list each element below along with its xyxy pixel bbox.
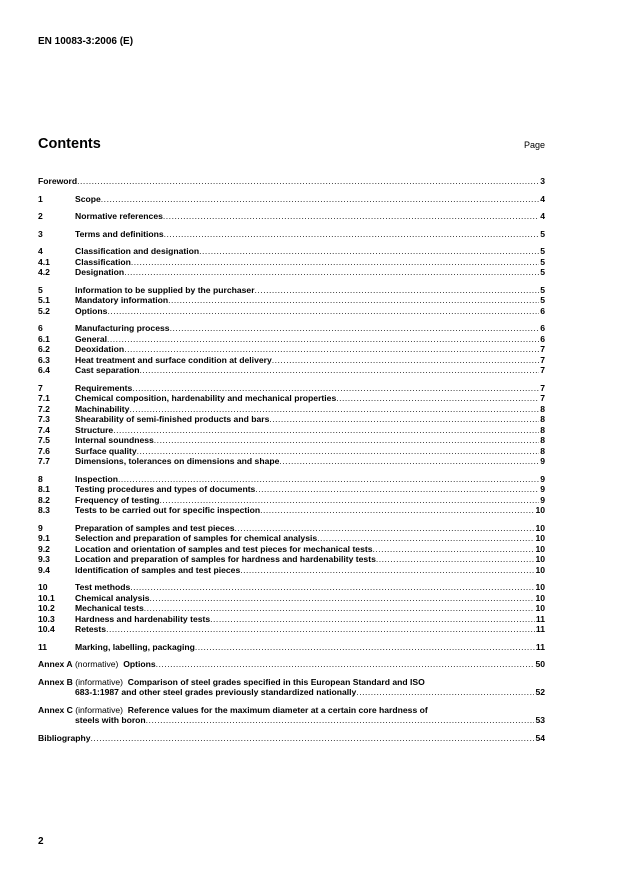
toc-entry-page: 10 [535, 505, 545, 515]
toc-entry-title: Deoxidation [75, 344, 125, 354]
toc-entry-number: 6.3 [38, 354, 50, 365]
toc-entry-number: 7.2 [38, 403, 50, 414]
toc-entry-title: Test methods [75, 582, 131, 592]
toc-entry[interactable] [38, 533, 545, 544]
toc-entry-title: Requirements [75, 382, 133, 393]
dot-leader [272, 355, 539, 366]
dot-leader [235, 523, 535, 534]
toc-entry-title: Classification [75, 256, 131, 267]
toc-entry-page: 7 [540, 365, 545, 375]
toc-entry-number: 1 [38, 193, 43, 204]
toc-entry[interactable] [38, 565, 545, 576]
dot-leader [144, 603, 535, 614]
toc-entry-title: Information to be supplied by the purchaser [75, 284, 255, 295]
toc-entry-title: Location and orientation of samples and test pieces for mechanical tests [75, 543, 373, 554]
toc-spacer [38, 698, 545, 705]
toc-entry-page: 10 [535, 554, 545, 564]
toc-entry-title: Scope [75, 193, 101, 204]
toc-entry-page: 7 [540, 354, 545, 365]
toc-entry-title: General [75, 333, 108, 344]
annex-kind: (normative) [74, 659, 119, 669]
toc-entry-number: 7.6 [38, 445, 50, 456]
toc-entry-page: 5 [540, 284, 545, 295]
toc-entry-number: 2 [38, 211, 43, 221]
toc-entry-page: 9 [540, 456, 545, 466]
toc-entry[interactable] [38, 484, 545, 495]
annex-title: Reference values for the maximum diameter at a certain core hardness of [127, 704, 428, 715]
toc-spacer [38, 278, 545, 285]
dot-leader [139, 365, 539, 376]
toc-entry-title: Mechanical tests [75, 603, 144, 613]
toc-entry[interactable] [38, 474, 545, 485]
annex-entry-line [38, 705, 545, 716]
toc-spacer [38, 376, 545, 383]
toc-entry[interactable] [38, 229, 545, 240]
toc-entry-page: 8 [540, 403, 545, 414]
toc-entry-number: 8 [38, 473, 43, 484]
dot-leader [118, 474, 539, 485]
toc-entry[interactable] [38, 456, 545, 467]
toc-entry-number: 7.4 [38, 424, 50, 435]
toc-entry-title: Options [75, 305, 108, 316]
annex-entry-line [38, 715, 545, 726]
page-number: 2 [38, 836, 44, 847]
annex-page: 52 [535, 687, 545, 697]
toc-entry-page: 10 [535, 582, 545, 592]
toc-entry[interactable] [38, 446, 545, 457]
annex-entry-line [38, 687, 545, 698]
toc-entry-page: 10 [535, 543, 545, 554]
annex-page: 50 [535, 659, 545, 669]
annex-label: Annex A [38, 659, 73, 669]
toc-entry-number: 7.3 [38, 414, 50, 424]
dot-leader [131, 257, 539, 268]
toc-entry-number: 5 [38, 284, 43, 295]
dot-leader [373, 544, 535, 555]
toc-entry-title: Designation [75, 267, 125, 277]
toc-entry[interactable] [38, 603, 545, 614]
toc-entry-page: 8 [540, 424, 545, 435]
toc-entry-page: 10 [535, 592, 545, 603]
toc-entry-number: 7.7 [38, 456, 50, 466]
dot-leader [107, 306, 539, 317]
dot-leader [210, 614, 535, 625]
annex-page: 53 [535, 715, 545, 725]
table-of-contents [38, 176, 545, 743]
toc-entry-title: Classification and designation [75, 246, 200, 256]
toc-entry-page: 7 [540, 344, 545, 354]
toc-entry[interactable] [38, 267, 545, 278]
toc-entry-number: 9 [38, 522, 43, 533]
toc-entry[interactable] [38, 404, 545, 415]
toc-spacer [38, 204, 545, 211]
toc-entry-number: 9.1 [38, 533, 50, 543]
page-column-label: Page [523, 140, 545, 150]
dot-leader [129, 404, 539, 415]
toc-entry-page: 11 [535, 641, 545, 652]
toc-entry-number: 10.2 [38, 603, 55, 613]
toc-entry[interactable] [38, 306, 545, 317]
toc-entry-number: 10.4 [38, 624, 55, 634]
toc-spacer [38, 467, 545, 474]
dot-leader [240, 565, 534, 576]
toc-entry-page: 6 [540, 333, 545, 344]
toc-entry-number: 8.2 [38, 494, 50, 505]
toc-entry[interactable] [38, 365, 545, 376]
toc-entry[interactable] [38, 414, 545, 425]
toc-entry-title: Internal soundness [75, 435, 154, 445]
toc-spacer [38, 316, 545, 323]
toc-entry[interactable] [38, 285, 545, 296]
annex-entry[interactable] [38, 659, 545, 670]
toc-entry-number: 6 [38, 323, 43, 333]
toc-entry-number: 9.2 [38, 543, 50, 554]
toc-entry-page: 10 [535, 564, 545, 575]
toc-entry-page: 5 [540, 246, 545, 256]
toc-entry-number: 3 [38, 228, 43, 239]
toc-spacer [38, 652, 545, 659]
toc-entry-page: 7 [540, 382, 545, 393]
toc-entry-number: 7 [38, 382, 43, 393]
bibliography-title: Bibliography [38, 732, 91, 743]
toc-spacer [38, 635, 545, 642]
dot-leader [101, 194, 539, 205]
dot-leader [199, 246, 539, 257]
annex-label: Annex C [38, 704, 73, 715]
toc-entry[interactable] [38, 393, 545, 404]
annex-title: Options [123, 659, 156, 669]
toc-entry[interactable] [38, 334, 545, 345]
dot-leader [269, 414, 539, 425]
dot-leader [160, 495, 540, 506]
toc-entry-title: Retests [75, 624, 107, 634]
dot-leader [356, 687, 534, 698]
bibliography-entry[interactable] [38, 733, 545, 744]
dot-leader [91, 733, 535, 744]
toc-entry-number: 4.1 [38, 256, 50, 267]
toc-entry-number: 6.2 [38, 344, 50, 354]
toc-entry-title: Testing procedures and types of documents [75, 484, 256, 494]
annex-title: Comparison of steel grades specified in this European Standard and ISO [127, 676, 425, 687]
toc-entry-number: 9.4 [38, 564, 50, 575]
toc-entry-page: 5 [540, 228, 545, 239]
toc-entry-title: Dimensions, tolerances on dimensions and shape [75, 456, 280, 466]
toc-entry-number: 10.3 [38, 613, 55, 624]
toc-entry[interactable] [38, 246, 545, 257]
toc-entry[interactable] [38, 176, 545, 187]
dot-leader [317, 533, 534, 544]
toc-entry[interactable] [38, 211, 545, 222]
toc-entry-page: 9 [540, 473, 545, 484]
dot-leader [279, 456, 539, 467]
toc-entry-title: Inspection [75, 473, 118, 484]
annex-kind: (informative) [75, 676, 124, 687]
toc-entry-title: Identification of samples and test pieces [75, 564, 241, 575]
annex-entry[interactable] [38, 705, 545, 726]
toc-entry-number: 6.4 [38, 365, 50, 375]
toc-entry-page: 4 [540, 193, 545, 204]
dot-leader [156, 659, 535, 670]
toc-entry-page: 10 [535, 603, 545, 613]
toc-entry-page: 5 [540, 267, 545, 277]
toc-entry-number: 7.5 [38, 435, 50, 445]
toc-entry[interactable] [38, 505, 545, 516]
dot-leader [163, 211, 539, 222]
toc-entry-number: 10.1 [38, 592, 55, 603]
toc-entry-title: Preparation of samples and test pieces [75, 522, 235, 533]
toc-entry-page: 9 [540, 494, 545, 505]
toc-entry[interactable] [38, 257, 545, 268]
toc-entry-title: Chemical composition, hardenability and mechanical properties [75, 393, 337, 403]
toc-entry-number: 11 [38, 641, 48, 652]
dot-leader [132, 383, 539, 394]
dot-leader [150, 593, 535, 604]
toc-entry-title: Foreword [38, 176, 78, 186]
document-id: EN 10083-3:2006 (E) [38, 36, 134, 47]
dot-leader [113, 425, 539, 436]
toc-entry-page: 8 [540, 435, 545, 445]
toc-entry[interactable] [38, 295, 545, 306]
toc-entry[interactable] [38, 554, 545, 565]
toc-entry-title: Location and preparation of samples for hardness and hardenability tests [75, 554, 376, 564]
toc-entry-page: 7 [540, 393, 545, 403]
toc-entry-title: Manufacturing process [75, 323, 170, 333]
contents-title: Contents [38, 136, 101, 152]
toc-entry-page: 5 [540, 295, 545, 305]
dot-leader [255, 285, 540, 296]
dot-leader [77, 176, 539, 187]
toc-entry-page: 11 [535, 613, 545, 624]
toc-entry-number: 5.1 [38, 295, 50, 305]
toc-spacer [38, 670, 545, 677]
toc-entry-number: 7.1 [38, 393, 50, 403]
toc-entry-title: Marking, labelling, packaging [75, 641, 195, 652]
toc-entry-title: Machinability [75, 403, 130, 414]
toc-entry-title: Structure [75, 424, 114, 435]
annex-label: Annex B [38, 676, 73, 687]
toc-entry[interactable] [38, 544, 545, 555]
dot-leader [130, 582, 534, 593]
annex-entry[interactable] [38, 677, 545, 698]
annex-entry-line [38, 659, 545, 670]
dot-leader [170, 323, 540, 334]
toc-entry[interactable] [38, 642, 545, 653]
annex-title-continued: steels with boron [75, 715, 146, 725]
bibliography-page: 54 [535, 732, 545, 743]
toc-spacer [38, 239, 545, 246]
toc-entry-title: Tests to be carried out for specific inspection [75, 505, 261, 515]
toc-entry[interactable] [38, 495, 545, 506]
toc-entry[interactable] [38, 582, 545, 593]
toc-entry-title: Normative references [75, 211, 163, 221]
dot-leader [376, 554, 535, 565]
toc-entry-page: 9 [540, 484, 545, 494]
dot-leader [137, 446, 540, 457]
toc-spacer [38, 222, 545, 229]
toc-entry-number: 8.1 [38, 484, 50, 494]
toc-entry-number: 4 [38, 246, 43, 256]
toc-entry-title: Chemical analysis [75, 592, 150, 603]
dot-leader [260, 505, 534, 516]
dot-leader [124, 344, 539, 355]
toc-entry[interactable] [38, 355, 545, 366]
toc-entry-title: Heat treatment and surface condition at delivery [75, 354, 272, 365]
toc-entry-title: Frequency of testing [75, 494, 160, 505]
toc-spacer [38, 187, 545, 194]
dot-leader [255, 484, 539, 495]
toc-entry-title: Cast separation [75, 365, 140, 375]
dot-leader [146, 715, 535, 726]
toc-entry-number: 5.2 [38, 305, 50, 316]
toc-entry[interactable] [38, 425, 545, 436]
toc-spacer [38, 726, 545, 733]
toc-entry[interactable] [38, 344, 545, 355]
toc-entry-title: Shearability of semi-finished products and bars [75, 414, 270, 424]
toc-entry-number: 10 [38, 582, 48, 592]
toc-entry[interactable] [38, 435, 545, 446]
toc-entry-page: 4 [540, 211, 545, 221]
toc-entry-number: 6.1 [38, 333, 50, 344]
dot-leader [164, 229, 540, 240]
dot-leader [336, 393, 539, 404]
toc-entry[interactable] [38, 593, 545, 604]
dot-leader [168, 295, 539, 306]
toc-entry[interactable] [38, 614, 545, 625]
toc-entry-page: 3 [540, 176, 545, 186]
toc-spacer [38, 575, 545, 582]
toc-entry-page: 11 [535, 624, 545, 634]
toc-entry-page: 8 [540, 445, 545, 456]
toc-entry-number: 8.3 [38, 505, 50, 515]
annex-kind: (informative) [75, 704, 124, 715]
toc-entry-title: Mandatory information [75, 295, 169, 305]
toc-entry-title: Hardness and hardenability tests [75, 613, 211, 624]
toc-entry-number: 4.2 [38, 267, 50, 277]
dot-leader [124, 267, 539, 278]
toc-entry[interactable] [38, 383, 545, 394]
dot-leader [106, 624, 535, 635]
toc-entry-page: 10 [535, 522, 545, 533]
dot-leader [107, 334, 539, 345]
toc-entry-title: Surface quality [75, 445, 137, 456]
toc-entry-page: 10 [535, 533, 545, 543]
dot-leader [195, 642, 535, 653]
toc-spacer [38, 516, 545, 523]
toc-entry-page: 8 [540, 414, 545, 424]
toc-entry-page: 5 [540, 256, 545, 267]
toc-entry-title: Selection and preparation of samples for chemical analysis [75, 533, 318, 543]
toc-entry-title: Terms and definitions [75, 228, 164, 239]
toc-entry[interactable] [38, 194, 545, 205]
toc-entry[interactable] [38, 523, 545, 534]
toc-entry-page: 6 [540, 305, 545, 316]
toc-entry[interactable] [38, 323, 545, 334]
dot-leader [154, 435, 539, 446]
annex-entry-line [38, 677, 545, 688]
toc-entry-page: 6 [540, 323, 545, 333]
annex-title-continued: 683-1:1987 and other steel grades previously standardized nationally [75, 687, 357, 697]
toc-entry[interactable] [38, 624, 545, 635]
toc-entry-number: 9.3 [38, 554, 50, 564]
